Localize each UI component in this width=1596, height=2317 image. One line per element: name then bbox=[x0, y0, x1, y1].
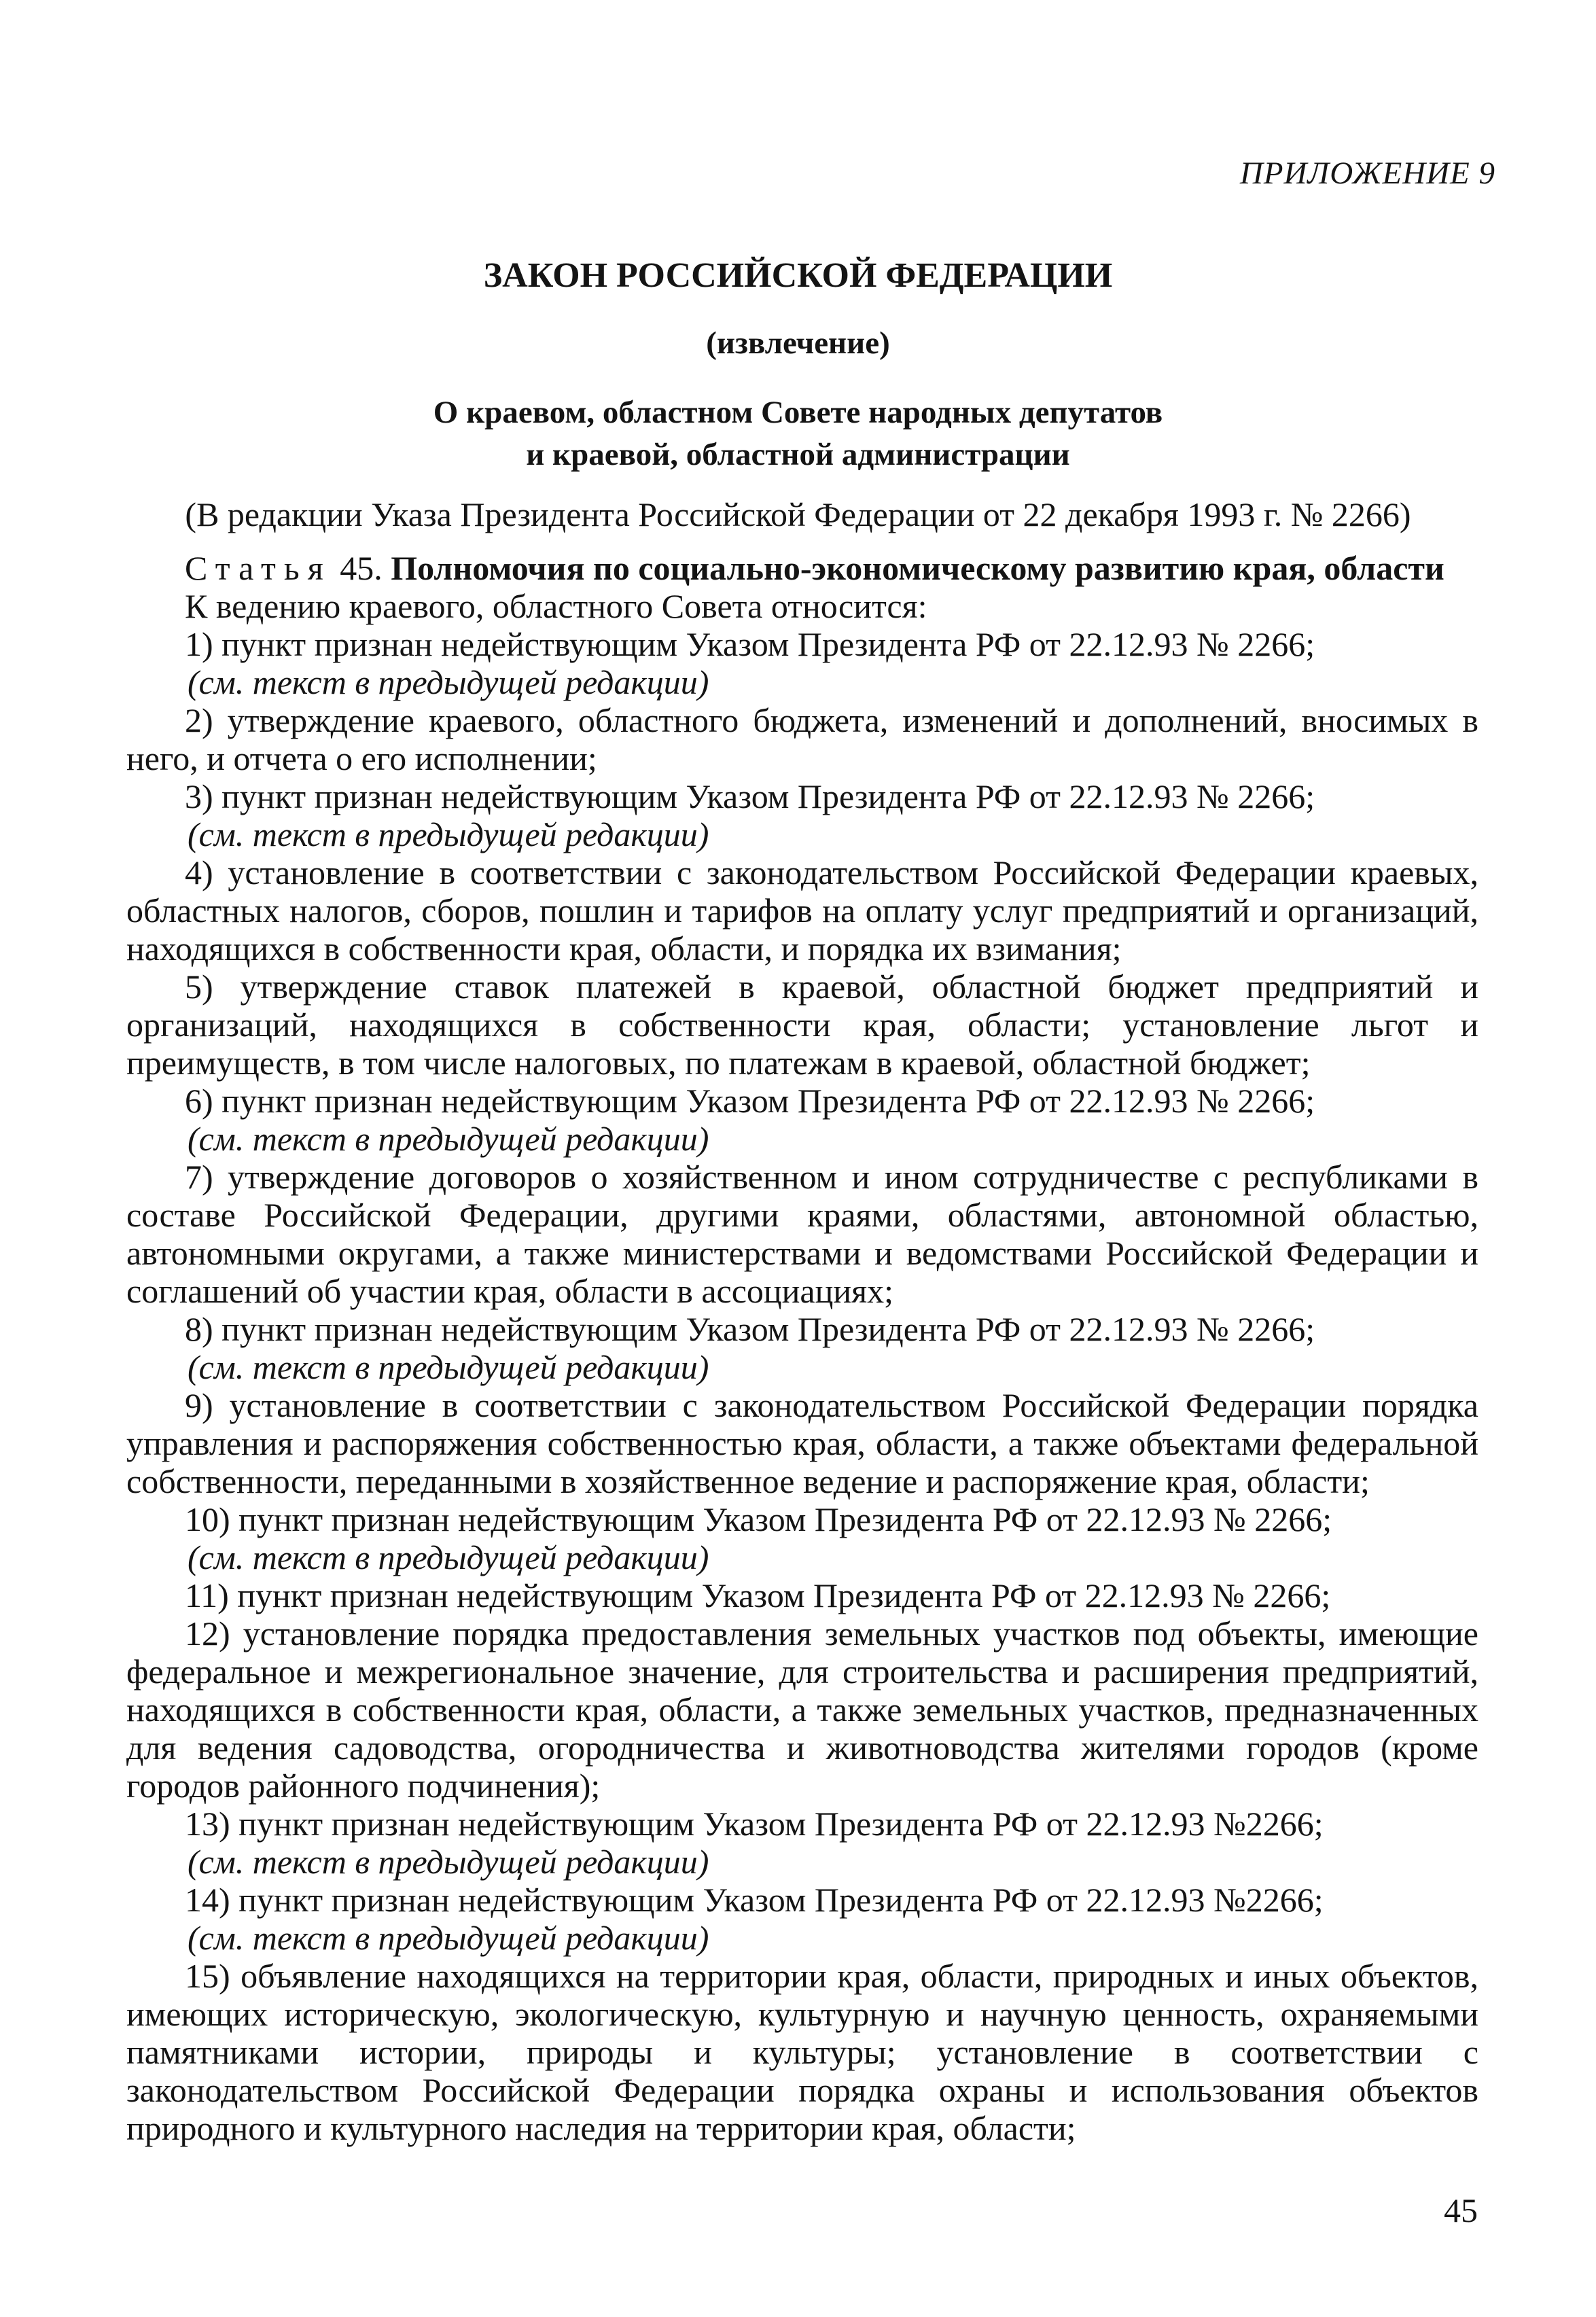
law-subject-line-2: и краевой, областной администрации bbox=[526, 437, 1070, 472]
article-body bbox=[126, 549, 1478, 2147]
list-item: 3) пункт признан недействующим Указом Президента РФ от 22.12.93 № 2266; bbox=[185, 777, 1315, 815]
list-item: 9) установление в соответствии с законодательством Российской Федерации порядка управления и распоряжения собственностью края, области, а также объектами федеральной собственности, переданными в хозяйственное ведение и распоряжение края, области; bbox=[126, 1386, 1478, 1500]
previous-edition-note: (см. текст в предыдущей редакции) bbox=[188, 1120, 709, 1158]
list-item: 13) пункт признан недействующим Указом Президента РФ от 22.12.93 №2266; bbox=[185, 1805, 1324, 1843]
list-item: 6) пункт признан недействующим Указом Президента РФ от 22.12.93 № 2266; bbox=[185, 1082, 1315, 1120]
list-item: 1) пункт признан недействующим Указом Президента РФ от 22.12.93 № 2266; bbox=[185, 625, 1315, 663]
law-subject-line-1: О краевом, областном Совете народных депутатов bbox=[433, 395, 1163, 430]
list-item: 14) пункт признан недействующим Указом Президента РФ от 22.12.93 №2266; bbox=[185, 1881, 1324, 1919]
article-intro: К ведению краевого, областного Совета относится: bbox=[185, 587, 927, 625]
previous-edition-note: (см. текст в предыдущей редакции) bbox=[188, 815, 709, 853]
list-item: 4) установление в соответствии с законодательством Российской Федерации краевых, областных налогов, сборов, пошлин и тарифов на оплату услуг предприятий и организаций, находящихся в собственности края, области, и порядка их взимания; bbox=[126, 853, 1478, 968]
article-word: Статья bbox=[185, 549, 332, 587]
list-item: 12) установление порядка предоставления земельных участков под объекты, имеющие федеральное и межрегиональное значение, для строительства и расширения предприятий, находящихся в собственности края, области, а также земельных участков, предназначенных для ведения садоводства, огородничества и животноводства жителями городов (кроме городов районного подчинения); bbox=[126, 1614, 1478, 1805]
list-item: 7) утверждение договоров о хозяйственном и ином сотрудничестве с республиками в составе Российской Федерации, другими краями, областями, автономной областью, автономными округами, а также министерствами и ведомствами Российской Федерации и соглашений об участии края, области в ассоциациях; bbox=[126, 1158, 1478, 1310]
previous-edition-note: (см. текст в предыдущей редакции) bbox=[188, 1348, 709, 1386]
law-subject bbox=[0, 391, 1596, 476]
list-item: 11) пункт признан недействующим Указом Президента РФ от 22.12.93 № 2266; bbox=[185, 1576, 1331, 1614]
edition-note: (В редакции Указа Президента Российской Федерации от 22 декабря 1993 г. № 2266) bbox=[185, 495, 1411, 533]
list-item: 15) объявление находящихся на территории края, области, природных и иных объектов, имеющих историческую, экологическую, культурную и научную ценность, охраняемыми памятниками истории, природы и культуры; установление в соответствии с законодательством Российской Федерации порядка охраны и использования объектов природного и культурного наследия на территории края, области; bbox=[126, 1957, 1478, 2147]
article-number: 45. bbox=[331, 549, 391, 587]
list-item: 2) утверждение краевого, областного бюджета, изменений и дополнений, вносимых в него, и отчета о его исполнении; bbox=[126, 701, 1478, 777]
list-item: 5) утверждение ставок платежей в краевой, областной бюджет предприятий и организаций, находящихся в собственности края, области; установление льгот и преимуществ, в том числе налоговых, по платежам в краевой, областной бюджет; bbox=[126, 968, 1478, 1082]
article-heading bbox=[126, 549, 1478, 587]
previous-edition-note: (см. текст в предыдущей редакции) bbox=[188, 663, 709, 701]
list-item: 10) пункт признан недействующим Указом Президента РФ от 22.12.93 № 2266; bbox=[185, 1500, 1332, 1538]
list-item: 8) пункт признан недействующим Указом Президента РФ от 22.12.93 № 2266; bbox=[185, 1310, 1315, 1348]
page-number: 45 bbox=[1444, 2191, 1478, 2229]
article-title: Полномочия по социально-экономическому развитию края, области bbox=[391, 549, 1444, 587]
law-title: ЗАКОН РОССИЙСКОЙ ФЕДЕРАЦИИ bbox=[483, 256, 1113, 295]
previous-edition-note: (см. текст в предыдущей редакции) bbox=[188, 1919, 709, 1957]
extract-label: (извлечение) bbox=[706, 325, 890, 361]
previous-edition-note: (см. текст в предыдущей редакции) bbox=[188, 1843, 709, 1881]
previous-edition-note: (см. текст в предыдущей редакции) bbox=[188, 1538, 709, 1576]
appendix-label: ПРИЛОЖЕНИЕ 9 bbox=[1239, 156, 1495, 191]
